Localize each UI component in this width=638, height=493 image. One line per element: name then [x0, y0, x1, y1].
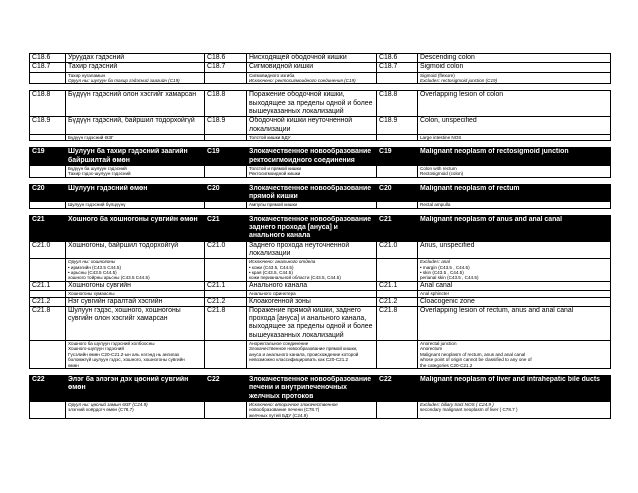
- empty-cell: [377, 401, 418, 418]
- note-line: Excludes: biliary tract NOS ( C24.9 ): [420, 401, 494, 407]
- note-line: элэгний хоёрдогч өмөн (C78.7): [68, 407, 134, 413]
- code-cell: C18.7: [205, 63, 247, 72]
- code-cell: C18.9: [30, 117, 66, 135]
- table-row-notes: [30, 259, 611, 282]
- note-line: Тахир гэдэс-шулуун гэдэсний: [68, 171, 131, 177]
- row-gap: [30, 208, 611, 215]
- note-line: Rectosigmoid (colon): [420, 171, 464, 177]
- ru-title-cell: Сигмовидной кишки: [247, 63, 377, 72]
- icd-code-table: [29, 53, 611, 419]
- code-cell: C18.6: [205, 54, 247, 63]
- category-header-row: [30, 184, 611, 202]
- note-line: Sigmoid (flexure): [420, 72, 455, 78]
- mn-note-cell: Шулуун гэдэсний бүлцүүнү: [66, 202, 205, 208]
- empty-cell: [205, 401, 247, 418]
- table-row: [30, 281, 611, 290]
- ru-note-cell: Ампулы прямой кишки: [247, 202, 377, 208]
- table-row-notes: [30, 165, 611, 177]
- empty-cell: [205, 259, 247, 282]
- empty-cell: [205, 341, 247, 369]
- en-title-cell: Malignant neoplasm of rectosigmoid junction: [418, 148, 611, 166]
- mn-note-cell: [66, 401, 205, 418]
- note-line: secondary malignant neoplasm of liver ( C78.7 ): [420, 407, 518, 413]
- note-line: Оруул ны: цөсний замын ӨЗГ (C24.9): [68, 401, 148, 407]
- en-note-cell: [418, 401, 611, 418]
- en-title-cell: Anal canal: [418, 281, 611, 290]
- code-cell: C22: [377, 376, 418, 402]
- ru-note-cell: Анального сфинктера: [247, 291, 377, 297]
- table-row: [30, 241, 611, 259]
- ru-title-cell: Поражение прямой кишки, заднего прохода [ануса] и анального канала, выходящее за пределы одной и более вышеуказанных локализаций: [247, 306, 377, 340]
- table-row: [30, 297, 611, 306]
- code-cell: C18.8: [30, 91, 66, 117]
- note-line: Гүсэлийн өмөн C20-C21.2-ын аль нэгэнд нь ангилах: [68, 351, 180, 357]
- note-line: the categories C20-C21.2: [420, 362, 473, 368]
- mn-title-cell: Бүдүүн гэдэсний олон хэсгийг хамарсан: [66, 91, 205, 117]
- code-cell: C21.2: [30, 297, 66, 306]
- note-line: Аноректальное соединение: [249, 341, 309, 346]
- ru-note-cell: [247, 165, 377, 177]
- mn-title-cell: Хошного ба хошногоны сувгийн өмөн: [66, 215, 205, 241]
- category-header-row: [30, 148, 611, 166]
- note-line: кожи перианальной области (C43.5, C44.5): [249, 275, 341, 281]
- note-line: Malignant neoplasm of rectum, anus and anal canal: [420, 351, 526, 357]
- note-line: Исключено: анального отдела: [249, 259, 316, 265]
- code-cell: C21: [377, 215, 418, 241]
- code-cell: C18.9: [377, 117, 418, 135]
- code-cell: C22: [30, 376, 66, 402]
- note-line: Хошного ба шулуун гэдэсний холбоосны: [68, 341, 155, 346]
- ru-title-cell: Злокачественное новообразование ректосигмоидного соединения: [247, 148, 377, 166]
- empty-cell: [205, 165, 247, 177]
- mn-title-cell: Хошногоны, байршил тодорхойгүй: [66, 241, 205, 259]
- note-line: • арьсны (C43.5 C44.5): [68, 270, 117, 275]
- note-line: Бүдүүн ба шулуун гэдэсний: [68, 165, 127, 171]
- mn-note-cell: Бүдүүн гэдэсний ӨЗГ: [66, 134, 205, 140]
- mn-note-cell: [66, 72, 205, 84]
- code-cell: C21.1: [205, 281, 247, 290]
- code-cell: C18.7: [377, 63, 418, 72]
- empty-cell: [30, 401, 66, 418]
- ru-title-cell: Клоакогенной зоны: [247, 297, 377, 306]
- note-line: Исключено: вторичное злокачественное: [249, 401, 338, 407]
- note-line: Злокачественное новообразование прямой кишки,: [249, 346, 358, 352]
- mn-title-cell: Бүдүүн гэдэсний, байршил тодорхойгүй: [66, 117, 205, 135]
- note-line: • margin (C43.5 , C44.5): [420, 264, 470, 270]
- row-gap: [30, 84, 611, 91]
- ru-title-cell: Злокачественное новообразование прямой кишки: [247, 184, 377, 202]
- en-title-cell: Descending colon: [418, 54, 611, 63]
- code-cell: C21.0: [377, 241, 418, 259]
- code-cell: C21.8: [205, 306, 247, 340]
- mn-note-cell: [66, 341, 205, 369]
- ru-title-cell: Злокачественное новообразование печени и внутрипеченочных желчных протоков: [247, 376, 377, 402]
- empty-cell: [377, 259, 418, 282]
- row-gap: [30, 369, 611, 376]
- ru-title-cell: Ободочной кишки неуточненной локализации: [247, 117, 377, 135]
- ru-note-cell: [247, 341, 377, 369]
- en-title-cell: Overlapping lesion of rectum, anus and anal canal: [418, 306, 611, 340]
- note-line: • кожи (C43.5, C44.5): [249, 264, 294, 270]
- table-row: [30, 117, 611, 135]
- category-header-row: [30, 215, 611, 241]
- mn-title-cell: Тахир гэдэсний: [66, 63, 205, 72]
- note-line: боломжгүй шулуун гэдэс, хошного, хошногоны сувгийн: [68, 357, 185, 363]
- code-cell: C20: [205, 184, 247, 202]
- ru-note-cell: [247, 72, 377, 84]
- code-cell: C21.8: [377, 306, 418, 340]
- note-line: • края (C43.5, C44.5): [249, 270, 293, 275]
- note-line: Хошного-шулуун гэдэсний: [68, 346, 124, 352]
- mn-title-cell: Элэг ба элэгэн дэх цөсний сувгийн өмөн: [66, 376, 205, 402]
- mn-title-cell: Хошногоны сувгийн: [66, 281, 205, 290]
- empty-cell: [30, 72, 66, 84]
- code-cell: C21.8: [30, 306, 66, 340]
- mn-note-cell: [66, 259, 205, 282]
- note-line: Оруул ны: шулуун ба тахир гэдэсний заагийн (C19): [68, 78, 180, 83]
- empty-cell: [30, 341, 66, 369]
- code-cell: C20: [30, 184, 66, 202]
- note-line: Тахир нугаламын: [68, 72, 106, 78]
- code-cell: C18.7: [30, 63, 66, 72]
- note-line: Исключено: ректосигмоидного соединения (C19): [249, 78, 356, 83]
- code-cell: C18.9: [205, 117, 247, 135]
- note-line: • ирмэгийн (C43.5 C44.5): [68, 264, 121, 270]
- mn-note-cell: [66, 165, 205, 177]
- table-row: [30, 63, 611, 72]
- table-row-notes: [30, 401, 611, 418]
- en-note-cell: [418, 72, 611, 84]
- code-cell: C21.0: [205, 241, 247, 259]
- en-note-cell: Anal sphincter: [418, 291, 611, 297]
- note-line: Сигмовидного изгиба: [249, 72, 295, 78]
- note-line: өмөн: [68, 362, 79, 368]
- category-header-row: [30, 376, 611, 402]
- note-line: невозможно классифицировать как C20-C21.2: [249, 357, 349, 363]
- en-title-cell: Anus, unspecified: [418, 241, 611, 259]
- note-line: perianal skin (C43.5 , C44.5): [420, 275, 479, 281]
- mn-title-cell: Шулуун гэдэс, хошного, хошногоны сувгийн олон хэсгийг хамарсан: [66, 306, 205, 340]
- note-line: хошного тойрны арьсны (C43.5 C44.5): [68, 275, 150, 281]
- code-cell: C21: [205, 215, 247, 241]
- en-note-cell: [418, 259, 611, 282]
- table-row-notes: [30, 341, 611, 369]
- code-cell: C21.1: [377, 281, 418, 290]
- note-line: Anorectal junction: [420, 341, 457, 346]
- mn-title-cell: Уруудах гэдэсний: [66, 54, 205, 63]
- note-line: Excludes: anal: [420, 259, 450, 265]
- empty-cell: [377, 341, 418, 369]
- ru-note-cell: Толстой кишки БДУ: [247, 134, 377, 140]
- en-title-cell: Malignant neoplasm of anus and anal canal: [418, 215, 611, 241]
- mn-note-cell: Хошногоны хумаасны: [66, 291, 205, 297]
- en-title-cell: Overlapping lesion of colon: [418, 91, 611, 117]
- note-line: Оруул ны: хошногоны: [68, 259, 116, 265]
- code-cell: C21: [30, 215, 66, 241]
- ru-title-cell: Поражение ободочной кишки, выходящее за пределы одной и более вышеуказанных локализаций: [247, 91, 377, 117]
- row-gap: [30, 177, 611, 184]
- mn-title-cell: Шулуун гэдэсний өмөн: [66, 184, 205, 202]
- en-title-cell: Cloacogenic zone: [418, 297, 611, 306]
- note-line: Толстой и прямой кишки: [249, 165, 302, 171]
- note-line: ануса и анального канала, происхождение которой: [249, 351, 359, 357]
- ru-title-cell: Анального канала: [247, 281, 377, 290]
- note-line: желчных путей БДУ (C24.9): [249, 412, 308, 418]
- table-row: [30, 306, 611, 340]
- en-note-cell: [418, 165, 611, 177]
- ru-title-cell: Злокачественное новообразование заднего прохода [ануса] и анального канала: [247, 215, 377, 241]
- en-note-cell: [418, 341, 611, 369]
- en-title-cell: Malignant neoplasm of liver and intrahepatic bile ducts: [418, 376, 611, 402]
- en-title-cell: Sigmoid colon: [418, 63, 611, 72]
- code-cell: C18.8: [377, 91, 418, 117]
- empty-cell: [205, 72, 247, 84]
- code-cell: C19: [205, 148, 247, 166]
- mn-title-cell: Нэг сувгийн гаралтай хэсгийн: [66, 297, 205, 306]
- note-line: whose point of origin cannot be classified to any one of: [420, 357, 532, 363]
- code-cell: C21.0: [30, 241, 66, 259]
- code-cell: C18.8: [205, 91, 247, 117]
- note-line: • skin (C43.5 , C44.5): [420, 270, 464, 275]
- en-title-cell: Malignant neoplasm of rectum: [418, 184, 611, 202]
- empty-cell: [30, 259, 66, 282]
- code-cell: C22: [205, 376, 247, 402]
- empty-cell: [377, 165, 418, 177]
- en-title-cell: Colon, unspecified: [418, 117, 611, 135]
- note-line: Excludes: rectosigmoid junction (C19): [420, 78, 498, 83]
- ru-note-cell: [247, 401, 377, 418]
- table-row: [30, 91, 611, 117]
- mn-title-cell: Шулуун ба тахир гэдэсний заагийн байршилтай өмөн: [66, 148, 205, 166]
- note-line: новообразование печени (C78.7): [249, 407, 320, 413]
- code-cell: C19: [377, 148, 418, 166]
- table-row-notes: [30, 72, 611, 84]
- ru-title-cell: Нисходящей ободочной кишки: [247, 54, 377, 63]
- empty-cell: [30, 165, 66, 177]
- note-line: Colon with rectum: [420, 165, 457, 171]
- empty-cell: [377, 72, 418, 84]
- code-cell: C21.1: [30, 281, 66, 290]
- code-cell: C20: [377, 184, 418, 202]
- code-cell: C21.2: [377, 297, 418, 306]
- row-gap: [30, 141, 611, 148]
- code-cell: C21.2: [205, 297, 247, 306]
- code-cell: C19: [30, 148, 66, 166]
- code-cell: C18.6: [30, 54, 66, 63]
- en-note-cell: Rectal ampulla: [418, 202, 611, 208]
- note-line: Ректосигмоидной кишки: [249, 171, 301, 177]
- table-row: [30, 54, 611, 63]
- note-line: Anorectum: [420, 346, 443, 352]
- en-note-cell: Large intestine NOS: [418, 134, 611, 140]
- code-cell: C18.6: [377, 54, 418, 63]
- ru-title-cell: Заднего прохода неуточненной локализации: [247, 241, 377, 259]
- ru-note-cell: [247, 259, 377, 282]
